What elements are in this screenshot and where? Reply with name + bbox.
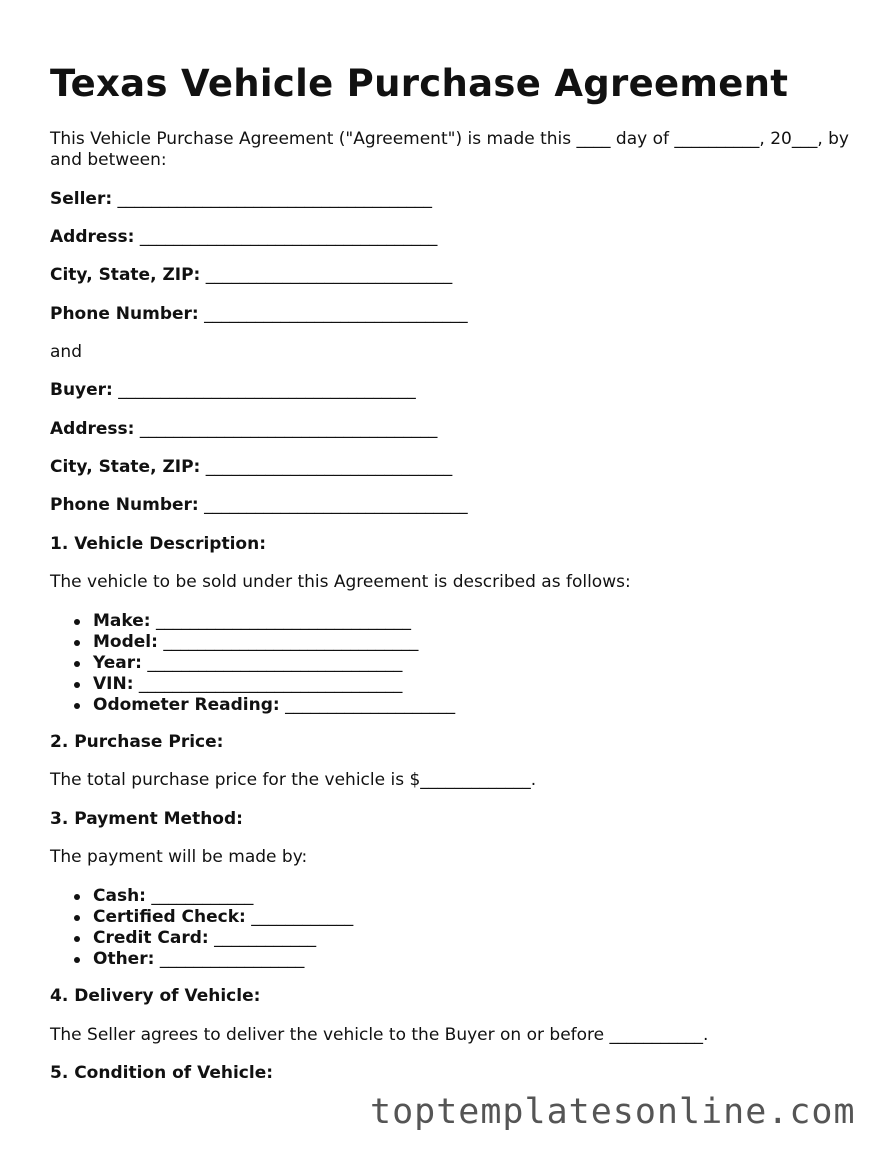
seller-phone-blank[interactable]: _______________________________ (204, 304, 468, 324)
section1-heading: 1. Vehicle Description: (50, 534, 266, 554)
list-item (93, 632, 455, 653)
buyer-name-line (50, 380, 416, 401)
seller-address-blank[interactable]: ___________________________________ (139, 227, 438, 247)
year-label: Year: (93, 653, 142, 673)
section3-heading: 3. Payment Method: (50, 809, 243, 829)
certified-check-blank[interactable]: ____________ (251, 907, 354, 927)
seller-name-line (50, 189, 432, 210)
list-item (93, 928, 353, 949)
seller-address-line (50, 227, 437, 248)
section2-text: The total purchase price for the vehicle is $_____________. (50, 770, 537, 790)
buyer-name-label: Buyer: (50, 380, 113, 400)
buyer-address-label: Address: (50, 419, 135, 439)
and-text: and (50, 342, 82, 362)
cash-blank[interactable]: ____________ (151, 886, 254, 906)
seller-city-line (50, 265, 452, 286)
seller-name-label: Seller: (50, 189, 113, 209)
seller-phone-line (50, 304, 468, 325)
credit-card-blank[interactable]: ____________ (214, 928, 317, 948)
seller-name-blank[interactable]: _____________________________________ (117, 189, 433, 209)
certified-check-label: Certified Check: (93, 907, 246, 927)
document-title: Texas Vehicle Purchase Agreement (50, 62, 789, 105)
section4-heading: 4. Delivery of Vehicle: (50, 986, 261, 1006)
model-label: Model: (93, 632, 158, 652)
seller-city-blank[interactable]: _____________________________ (205, 265, 453, 285)
cash-label: Cash: (93, 886, 146, 906)
odometer-blank[interactable]: ____________________ (285, 695, 456, 715)
vin-label: VIN: (93, 674, 134, 694)
seller-address-label: Address: (50, 227, 135, 247)
intro-paragraph: This Vehicle Purchase Agreement ("Agreement") is made this ____ day of __________, 20___, by and between: (50, 129, 849, 170)
vehicle-details-list (50, 611, 455, 716)
payment-method-list (50, 886, 353, 970)
buyer-address-blank[interactable]: ___________________________________ (139, 419, 438, 439)
list-item (93, 695, 455, 716)
list-item (93, 611, 455, 632)
section3-text: The payment will be made by: (50, 847, 308, 867)
list-item (93, 949, 353, 970)
model-blank[interactable]: ______________________________ (163, 632, 419, 652)
section5-heading: 5. Condition of Vehicle: (50, 1063, 274, 1083)
buyer-city-blank[interactable]: _____________________________ (205, 457, 453, 477)
year-blank[interactable]: ______________________________ (147, 653, 403, 673)
section4-text: The Seller agrees to deliver the vehicle to the Buyer on or before ___________. (50, 1025, 709, 1045)
odometer-label: Odometer Reading: (93, 695, 280, 715)
watermark: toptemplatesonline.com (370, 1092, 856, 1132)
section1-text: The vehicle to be sold under this Agreement is described as follows: (50, 572, 631, 592)
credit-card-label: Credit Card: (93, 928, 209, 948)
list-item (93, 907, 353, 928)
list-item (93, 886, 353, 907)
vin-blank[interactable]: _______________________________ (138, 674, 403, 694)
seller-city-label: City, State, ZIP: (50, 265, 201, 285)
section2-heading: 2. Purchase Price: (50, 732, 224, 752)
buyer-phone-line (50, 495, 468, 516)
list-item (93, 674, 455, 695)
make-blank[interactable]: ______________________________ (155, 611, 411, 631)
list-item (93, 653, 455, 674)
buyer-city-line (50, 457, 452, 478)
other-blank[interactable]: _________________ (159, 949, 305, 969)
seller-phone-label: Phone Number: (50, 304, 199, 324)
buyer-phone-blank[interactable]: _______________________________ (204, 495, 468, 515)
buyer-address-line (50, 419, 437, 440)
buyer-phone-label: Phone Number: (50, 495, 199, 515)
buyer-name-blank[interactable]: ___________________________________ (118, 380, 416, 400)
buyer-city-label: City, State, ZIP: (50, 457, 201, 477)
other-label: Other: (93, 949, 155, 969)
make-label: Make: (93, 611, 151, 631)
